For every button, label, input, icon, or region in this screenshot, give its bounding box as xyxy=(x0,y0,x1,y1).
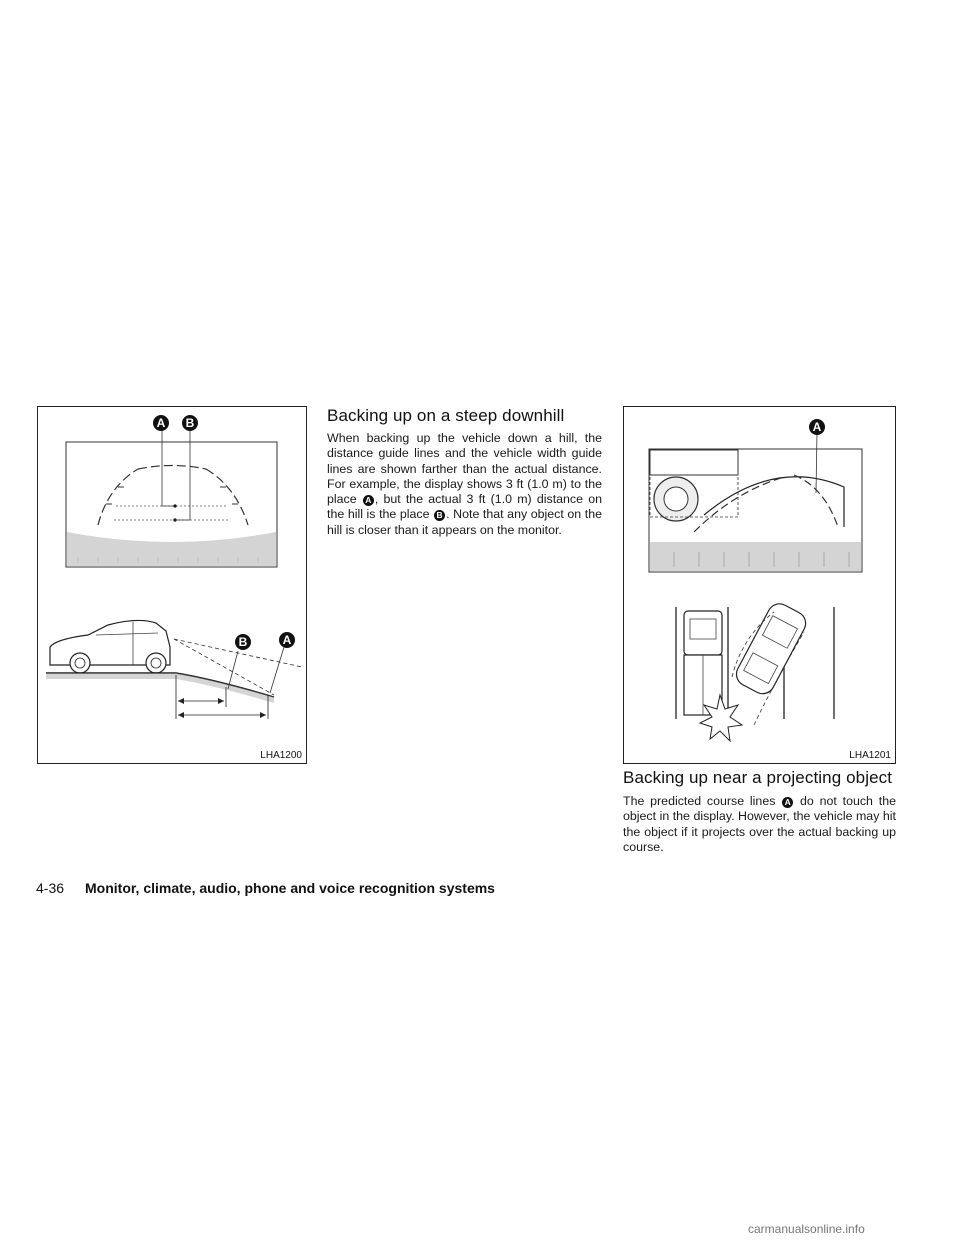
downhill-illustration xyxy=(38,407,306,747)
label-a-upper: A xyxy=(153,415,169,431)
downhill-text-2: , but the actual 3 ft (1.0 m) distance on the hill is the place xyxy=(327,492,602,522)
ref-a-icon: A xyxy=(363,495,374,506)
section-body-downhill xyxy=(327,431,602,538)
label-b-upper: B xyxy=(182,415,198,431)
downhill-text-1: When backing up the vehicle down a hill, the distance guide lines and the vehicle width guide lines are shown farther than the actual distance. For example, the display shows 3 ft (1.0 m) to the place xyxy=(327,431,602,507)
section-heading-projecting: Backing up near a projecting object xyxy=(623,768,893,787)
figure-downhill xyxy=(37,406,307,764)
section-body-projecting xyxy=(623,794,896,855)
label-b-lower: B xyxy=(235,634,251,650)
section-heading-downhill: Backing up on a steep downhill xyxy=(327,406,565,425)
projecting-text-1: The predicted course lines xyxy=(623,794,782,808)
page-number: 4-36 xyxy=(36,880,65,896)
projecting-object-illustration xyxy=(624,407,895,747)
ref-a-icon: A xyxy=(782,797,793,808)
downhill-text-3: . Note that any object on the hill is closer than it appears on the monitor. xyxy=(327,507,602,537)
figure-code: LHA1200 xyxy=(260,750,302,761)
projecting-text-2: do not touch the object in the display. However, the vehicle may hit the object if it projects over the actual backing up course. xyxy=(623,794,896,854)
label-a-lower: A xyxy=(279,632,295,648)
ref-b-icon: B xyxy=(434,510,445,521)
watermark-link[interactable]: carmanualsonline.info xyxy=(748,1222,865,1236)
figure-projecting-object xyxy=(623,406,896,764)
label-a-projecting: A xyxy=(809,419,825,435)
figure-code: LHA1201 xyxy=(849,750,891,761)
chapter-title: Monitor, climate, audio, phone and voice recognition systems xyxy=(85,880,495,896)
